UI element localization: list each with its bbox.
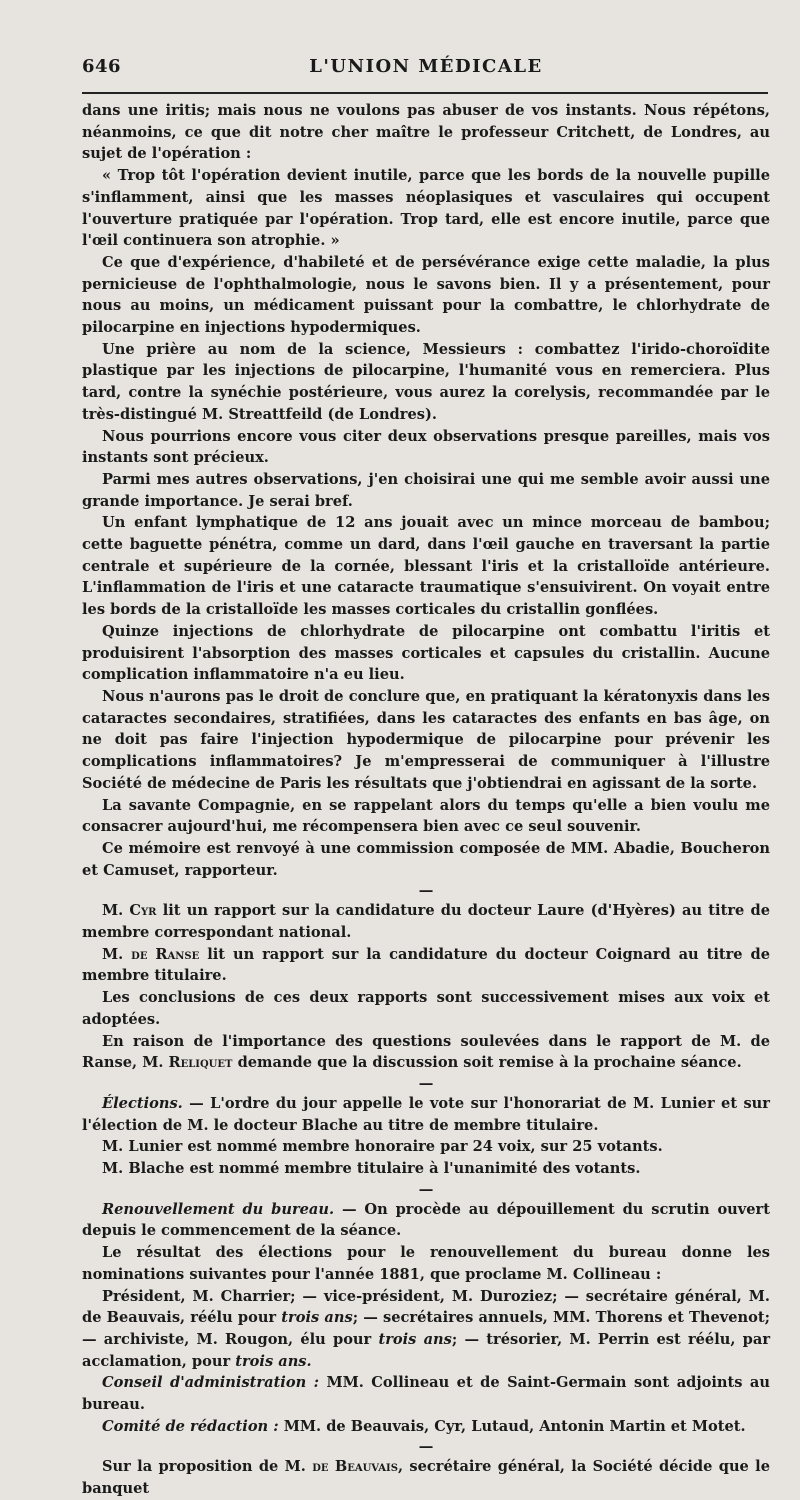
- paragraph: dans une iritis; mais nous ne voulons pas abuser de vos instants. Nous répétons, néanmoins, ce que dit notre cher maître le professeur Critchett, de Londres, au sujet de l'opération :: [82, 102, 770, 163]
- paragraph: Nous pourrions encore vous citer deux observations presque pareilles, mais vos instants sont précieux.: [82, 427, 770, 467]
- paragraph: Le résultat des élections pour le renouvellement du bureau donne les nominations suivantes pour l'année 1881, que proclame M. Collineau :: [82, 1244, 770, 1283]
- paragraph-text: MM. Collineau et de Saint-Germain sont adjoints au bureau.: [82, 1374, 770, 1414]
- paragraph-text: MM. de Beauvais, Cyr, Lutaud, Antonin Martin et Motet.: [278, 1417, 746, 1435]
- paragraph: [82, 1093, 770, 1136]
- paragraph-text: demande que la discussion soit remise à la prochaine séance.: [232, 1054, 742, 1072]
- section-separator: —: [418, 1180, 434, 1198]
- paragraph: [82, 1456, 770, 1499]
- paragraph: Ce que d'expérience, d'habileté et de persévérance exige cette maladie, la plus pernicieuse de l'ophthalmologie, nous le savons bien. Il y a présentement, pour nous au moins, un médicament puissant pour la combattre, le chlorhydrate de pilocarpine en injections hypodermiques.: [82, 253, 770, 337]
- paragraph: [82, 944, 770, 987]
- paragraph-text: lit un rapport sur la candidature du docteur Laure (d'Hyères) au titre de membre correspondant national.: [82, 902, 770, 942]
- paragraph: Parmi mes autres observations, j'en choisirai une qui me semble avoir aussi une grande importance. Je serai bref.: [82, 470, 770, 510]
- journal-title: L'UNION MÉDICALE: [309, 56, 543, 77]
- paragraph-text: , secrétaire général, la Société décide que le banquet: [82, 1458, 771, 1498]
- section-separator: —: [418, 882, 434, 900]
- paragraph: Une prière au nom de la science, Messieurs : combattez l'irido-choroïdite plastique par les injections de pilocarpine, l'humanité vous en remerciera. Plus tard, contre la synéchie postérieure, vous aurez la corelysis, recommandée par le très-distingué M. Streattfeild (de Londres).: [82, 340, 770, 423]
- paragraph-text: En raison de l'importance des questions soulevées dans le rapport de M. de Ranse, M.: [82, 1032, 770, 1072]
- paragraph: Nous n'aurons pas le droit de conclure que, en pratiquant la kératonyxis dans les cataractes secondaires, stratifiées, dans les cataractes des enfants en bas âge, on ne doit pas faire l'injection hypodermique de pilocarpine pour prévenir les complications inflammatoires? Je m'empresserai de communiquer à l'illustre Société de médecine de Paris les résultats que j'obtiendrai en agissant de la sorte.: [82, 687, 770, 792]
- section-label: Élections.: [102, 1094, 183, 1112]
- paragraph-text: — L'ordre du jour appelle le vote sur l'honorariat de M. Lunier et sur l'élection de M. le docteur Blache au titre de membre titulaire.: [82, 1094, 770, 1134]
- paragraph: [82, 1031, 770, 1074]
- paragraph: [82, 900, 770, 943]
- paragraph: [82, 1199, 770, 1242]
- speaker-name: M. de Ranse: [102, 945, 200, 963]
- paragraph-text: — On procède au dépouillement du scrutin ouvert depuis le commencement de la séance.: [82, 1200, 770, 1240]
- section-separator: —: [418, 1074, 434, 1092]
- paragraph: Ce mémoire est renvoyé à une commission composée de MM. Abadie, Boucheron et Camuset, rapporteur.: [82, 839, 770, 879]
- page-number: 646: [82, 56, 122, 77]
- paragraph: Quinze injections de chlorhydrate de pilocarpine ont combattu l'iritis et produisirent l'absorption des masses corticales et capsules du cristallin. Aucune complication inflammatoire n'a eu lieu.: [82, 622, 770, 684]
- paragraph: Les conclusions de ces deux rapports sont successivement mises aux voix et adoptées.: [82, 989, 770, 1028]
- italic-term: trois ans: [378, 1330, 452, 1348]
- paragraph-text: lit un rapport sur la candidature du docteur Coignard au titre de membre titulaire.: [82, 945, 770, 985]
- section-label: Renouvellement du bureau.: [102, 1200, 335, 1218]
- paragraph: [82, 1416, 770, 1438]
- section-label: Comité de rédaction :: [102, 1417, 279, 1435]
- paragraph-text: ; — secrétaires annuels, MM. Thorens et Thevenot; — archiviste, M. Rougon, élu pour: [82, 1309, 770, 1348]
- paragraph-text: Sur la proposition de M.: [102, 1458, 313, 1476]
- paragraph: M. Blache est nommé membre titulaire à l'unanimité des votants.: [102, 1160, 641, 1178]
- italic-term: trois ans.: [235, 1352, 312, 1370]
- italic-term: trois ans: [281, 1309, 353, 1327]
- speaker-name: M. Cyr: [102, 902, 157, 920]
- body-text: [82, 100, 770, 1500]
- paragraph-text: ; — trésorier, M. Perrin est réélu, par acclamation, pour: [82, 1330, 771, 1370]
- speaker-name: Reliquet: [168, 1054, 233, 1072]
- speaker-name: de Beauvais: [312, 1458, 398, 1476]
- header-rule: [82, 92, 768, 94]
- page-header: [82, 56, 770, 84]
- paragraph: M. Lunier est nommé membre honoraire par 24 voix, sur 25 votants.: [102, 1138, 663, 1156]
- paragraph: [82, 1372, 770, 1415]
- paragraph: [82, 1286, 770, 1373]
- section-separator: —: [418, 1438, 434, 1456]
- paragraph: La savante Compagnie, en se rappelant alors du temps qu'elle a bien voulu me consacrer aujourd'hui, me récompensera bien avec ce seul souvenir.: [82, 796, 770, 836]
- paragraph: Un enfant lymphatique de 12 ans jouait avec un mince morceau de bambou; cette baguette pénétra, comme un dard, dans l'œil gauche en traversant la partie centrale et supérieure de la cornée, blessant l'iris et la cristalloïde antérieure. L'inflammation de l'iris et une cataracte traumatique s'ensuivirent. On voyait entre les bords de la cristalloïde les masses corticales du cristallin gonflées.: [82, 514, 770, 619]
- paragraph: « Trop tôt l'opération devient inutile, parce que les bords de la nouvelle pupille s'inflamment, ainsi que les masses néoplasiques et vasculaires qui occupent l'ouverture pratiquée par l'opération. Trop tard, elle est encore inutile, parce que l'œil continuera son atrophie. »: [82, 167, 770, 250]
- section-label: Conseil d'administration :: [102, 1374, 320, 1392]
- paragraph-text: Président, M. Charrier; — vice-président, M. Duroziez; — secrétaire général, M. de Beauvais, réélu pour: [82, 1287, 770, 1327]
